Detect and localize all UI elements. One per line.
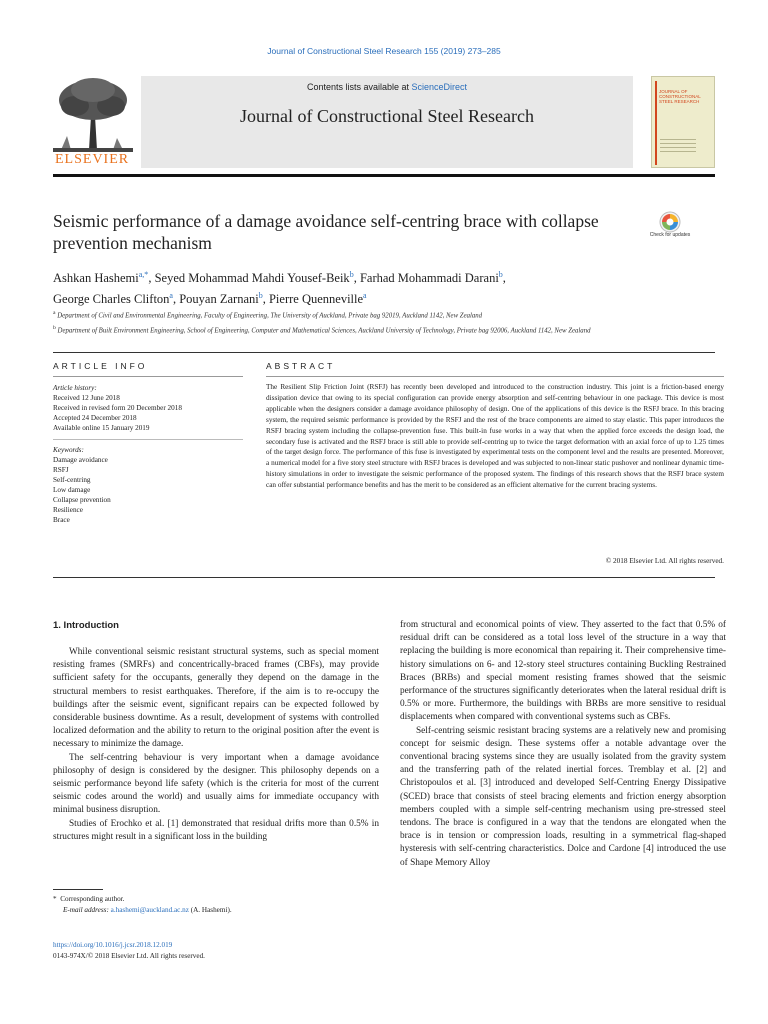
keyword-item: Low damage [53,486,91,494]
issn-line: 0143-974X/© 2018 Elsevier Ltd. All rights reserved. [53,952,205,960]
keywords-divider [53,439,243,440]
corresponding-author-note [53,894,373,905]
article-title: Seismic performance of a damage avoidance self-centring brace with collapse prevention mechanism [53,211,599,253]
journal-reference-link[interactable]: Journal of Constructional Steel Research 155 (2019) 273–285 [267,46,501,56]
email-line [53,905,373,916]
body-paragraph: from structural and economical points of view. They asserted to the fact that 0.5% of residual drift can be considered as a total loss level of the structure in a way that replacing the building is more economical than repairing it. Their comprehensive time-history simulations on 6- and 12-story steel structures containing Buckling Restrained Braces (BRBs) and special moment resisting frames showed that the seismic performance of the structures significantly deteriorates when the lateral residual drift is 0.5% or more. Furthermore, the buildings with BRBs are more sensitive to residual displacements when compared with conventional systems such as CBFs. [400,620,726,723]
author-affiliation-mark[interactable]: a,* [138,270,149,279]
info-heading-rule [53,376,243,377]
abstract-bottom-rule [53,577,715,578]
footnote-rule [53,889,103,890]
author-name[interactable]: Seyed Mohammad Mahdi Yousef-Beik [154,271,350,286]
cover-lines [660,139,696,155]
affiliation-mark: a [53,310,56,316]
history-label: Article history: [53,384,97,392]
author-name[interactable]: Pouyan Zarnani [179,292,259,307]
email-link[interactable]: a.hashemi@auckland.ac.nz [110,906,189,914]
affiliation-item [53,307,733,322]
affiliation-mark: b [53,325,56,332]
keyword-item: Collapse prevention [53,496,111,504]
body-column-right [400,619,726,870]
body-paragraph: The self-centring behaviour is very important when a damage avoidance philosophy of design is considered by the designer. This philosophy depends on a seismic performance beyond life safety (which is the criteria for most of the current seismic codes around the world) and usually aims for immediate occupancy with minimal business disruption. [53,752,379,816]
author-separator: , [262,292,269,307]
tree-icon [53,76,133,152]
affiliations [53,307,733,338]
elsevier-wordmark: ELSEVIER [55,152,130,167]
footnote [53,894,373,916]
cover-accent-bar [655,81,657,165]
body-paragraph: Self-centring seismic resistant bracing systems are a relatively new and promising concept for seismic design. These systems offer a notable advantage over the conventional bracing systems since they are usually isolated from the gravity system and the transferring path of the related inertial forces. Tremblay et al. [2] and Christopoulos et al. [3] introduced and developed Self-Centring Energy Dissipative (SCED) brace that consists of steel bracing elements and friction energy absorption members coupled with a simple self-centring mechanism using pre-stressed steel tendons. The brace is configured in a way that the tendons are elongated when the brace is in tension or compression loads, resulting in a symmetrical flag-shaped hysteresis with self-centring characteristics. Dolce and Cardone [4] introduced the use of Shape Memory Alloy [400,725,726,868]
elsevier-tree-logo[interactable] [53,76,133,172]
author-separator: , [172,292,180,307]
affiliation-text: Department of Built Environment Engineering, School of Engineering, Computer and Mathematical Sciences, Auckland University of Technology, Private bag 92006, Auckland 1142, New Zealand [57,327,591,335]
keyword-item: Self-centring [53,476,91,484]
history-item: Available online 15 January 2019 [53,424,150,432]
abstract-copyright: © 2018 Elsevier Ltd. All rights reserved. [605,557,724,565]
abstract-heading: ABSTRACT [266,361,336,371]
keyword-item: Brace [53,516,70,524]
masthead [53,76,715,172]
history-item: Received in revised form 20 December 2018 [53,404,182,412]
keyword-item: Damage avoidance [53,456,108,464]
email-suffix: (A. Hashemi). [188,906,232,914]
header-rule [53,174,715,177]
check-for-updates-label[interactable]: Check for updates [649,232,691,238]
keyword-item: RSFJ [53,466,69,474]
journal-cover-thumbnail[interactable] [651,76,715,168]
doi-link[interactable]: https://doi.org/10.1016/j.jcsr.2018.12.019 [53,941,173,949]
body-paragraph: Studies of Erochko et al. [1] demonstrated that residual drifts more than 0.5% in structures might result in a significant loss in the building [53,818,379,842]
email-label: E-mail address: [63,906,111,914]
author-name[interactable]: George Charles Clifton [53,292,170,307]
footnote-star: * [53,895,57,903]
author-separator: , [353,271,360,286]
keyword-item: Resilience [53,506,83,514]
contents-prefix: Contents lists available at [306,82,412,92]
body-paragraph: While conventional seismic resistant structural systems, such as special moment resisting frames (SMRFs) and concentrically-braced frames (CBFs), may provide sufficient safety for the occupants, generally they depend on the damage in the structural members to resist earthquakes. Therefore, if the aim is to re-occupy the buildings after the seismic event, significant repairs can be expected followed by considerable business downtime. As a result, development of systems with controlled localized deformation and the ability to return to the original position after the event is necessary to minimize the damage. [53,647,379,750]
author-name[interactable]: Pierre Quenneville [268,292,364,307]
author-affiliation-mark[interactable]: b [258,291,263,301]
author-list [53,266,693,308]
author-affiliation-mark[interactable]: b [498,270,503,279]
check-for-updates-badge[interactable] [650,210,690,248]
contents-line [141,82,633,92]
affiliation-text: Department of Civil and Environmental Engineering, Faculty of Engineering, The University of Auckland, Private bag 92019, Auckland 1142, New Zealand [57,312,483,320]
article-info-sidebar [53,383,243,525]
abstract-heading-rule [266,376,724,377]
history-item: Received 12 June 2018 [53,394,120,402]
affiliation-item [53,322,733,337]
author-separator: , [148,271,155,286]
doi-block [53,940,205,962]
author-separator: , [502,271,506,286]
introduction-heading: 1. Introduction [53,620,119,631]
author-affiliation-mark[interactable]: a [169,291,173,301]
author-name[interactable]: Ashkan Hashemi [53,271,139,286]
author-name[interactable]: Farhad Mohammadi Darani [359,271,499,286]
abstract-text: The Resilient Slip Friction Joint (RSFJ) has recently been developed and introduced to the construction industry. This joint is a friction-based energy dissipation device that owing to its special configuration can provide energy absorption and self-centring behaviour in one package. This device is most applicable when the designers consider a damage avoidance philosophy of design. One of the applications of this device is the RSFJ brace. In this bracing system, the required seismic performance is provided by the RSFJ and the rest of the brace components are aimed to stay elastic. This paper introduces the RSFJ bracing system including the collapse-prevention fuse. This built-in fuse works in a way that when the applied force exceeds the design load, the secondary fuse is activated and the RSFJ brace is still able to provide self-centring up to twice the target deformation with an axial force of up to 1.25 times of the target design force. The performance of this fuse is investigated by experimental tests on the component level and the results are presented. Moreover, a numerical model for a five story steel structure with RSFJ braces is developed and was subjected to non-linear static pushover and nonlinear dynamic time-history simulations in order to investigate the seismic performance of the proposed system. The findings of this research shows that the RSFJ brace system can offer substantial performance benefits and has the merit to be considered as an efficient alternative for the current bracing systems. [266,383,724,490]
body-column-left [53,646,379,844]
keywords-label: Keywords: [53,446,84,454]
crossmark-icon [657,210,683,234]
journal-banner [141,76,633,168]
info-top-rule [53,352,715,353]
author-affiliation-mark[interactable]: a [363,291,367,301]
cover-title: JOURNAL OF CONSTRUCTIONAL STEEL RESEARCH [659,89,701,104]
history-item: Accepted 24 December 2018 [53,414,137,422]
journal-title[interactable]: Journal of Constructional Steel Research [240,106,534,126]
author-affiliation-mark[interactable]: b [349,270,354,279]
corresponding-label: Corresponding author. [60,895,125,903]
sciencedirect-link[interactable]: ScienceDirect [411,82,468,92]
article-info-heading: ARTICLE INFO [53,361,148,371]
